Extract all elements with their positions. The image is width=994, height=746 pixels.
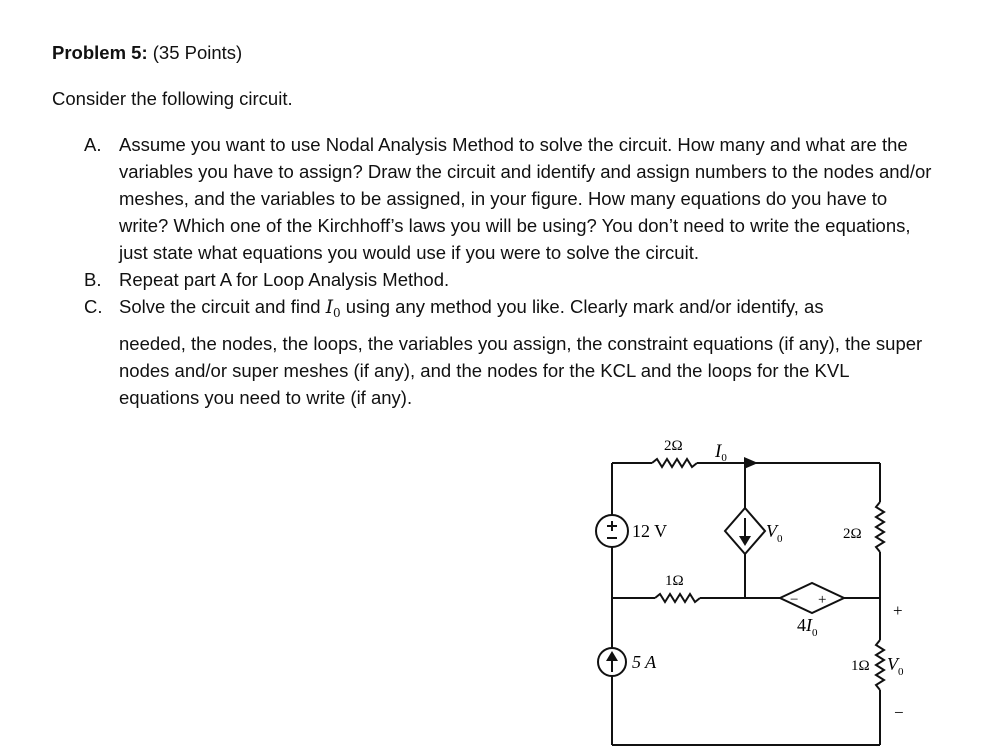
label-i0-sub: 0 (721, 452, 727, 464)
label-dep-voltage-var: I (806, 615, 812, 635)
label-r-top: 2Ω (664, 438, 683, 454)
label-r-right: 2Ω (843, 526, 862, 542)
label-vout-main: V (887, 654, 898, 674)
label-dep-voltage-minus: − (790, 592, 799, 608)
problem-points: (35 Points) (152, 42, 243, 63)
label-dep-voltage (797, 615, 818, 639)
dep-current-arrowhead (739, 536, 751, 546)
resistor-top-2ohm (652, 459, 697, 467)
problem-label: Problem 5: (52, 42, 148, 63)
label-i0-main: I (715, 441, 722, 462)
label-vout-sub: 0 (898, 666, 904, 678)
resistor-right-2ohm (876, 502, 884, 552)
part-c-text-after: using any method you like. Clearly mark and/or identify, as (345, 296, 824, 317)
part-b-letter: B. (84, 269, 102, 290)
label-vout-minus: − (894, 703, 904, 722)
label-dep-voltage-plus: + (818, 592, 827, 608)
part-a-text: Assume you want to use Nodal Analysis Method to solve the circuit. How many and what are the variables you have to assign? Draw the circuit and identify and assign numbers to the nodes and/or meshes, and the variables to be assigned, in your figure. How many equations do you have to write? Which one of the Kirchhoff’s laws you will be using? You don’t need to write the equations, just state what equations you would use if you were to solve the circuit. (119, 134, 932, 263)
resistor-middle-1ohm (655, 594, 700, 602)
label-dep-current-sub: 0 (777, 533, 783, 545)
label-5a: 5 A (632, 652, 657, 672)
part-c-text-rest: needed, the nodes, the loops, the variables you assign, the constraint equations (if any), the super nodes and/or super meshes (if any), and the nodes for the KCL and the loops for the KVL equations you need to write (if any). (119, 333, 923, 408)
label-dep-current-main: V (766, 521, 777, 541)
part-c-var-main: I (325, 297, 334, 318)
part-c-var-sub: 0 (333, 306, 341, 320)
label-i0 (714, 441, 727, 464)
part-a-letter: A. (84, 134, 102, 155)
label-r-bottom-right: 1Ω (851, 658, 870, 674)
label-dep-voltage-gain: 4 (797, 615, 806, 635)
current-arrow-i0 (744, 457, 758, 469)
problem-intro: Consider the following circuit. (52, 88, 293, 109)
label-dep-voltage-sub: 0 (812, 627, 818, 639)
label-dep-current (766, 521, 783, 545)
label-vout (887, 654, 904, 678)
resistor-right-1ohm (876, 640, 884, 690)
label-vout-plus: + (893, 601, 903, 620)
part-c-letter: C. (84, 296, 103, 317)
part-c-text-before: Solve the circuit and find (119, 296, 321, 317)
part-b-text: Repeat part A for Loop Analysis Method. (119, 269, 450, 290)
label-r-middle: 1Ω (665, 573, 684, 589)
label-12v: 12 V (632, 521, 668, 541)
